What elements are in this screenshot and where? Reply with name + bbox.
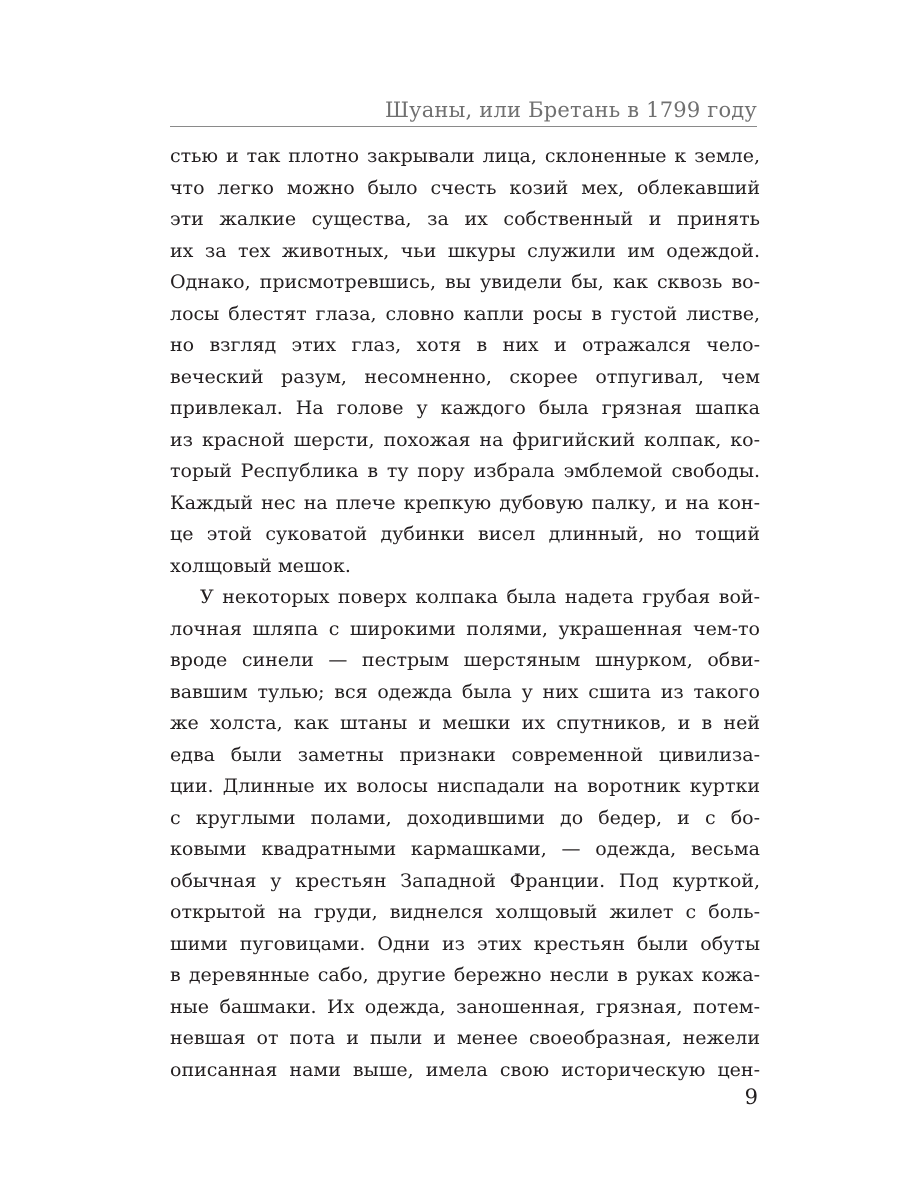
text-line: едва были заметны признаки современной цивилиза- <box>170 743 760 766</box>
text-line: ции. Длинные их волосы ниспадали на воротник куртки <box>170 775 760 797</box>
text-line: их за тех животных, чьи шкуры служили им одеждой. <box>170 239 760 262</box>
text-line: невшая от пота и пыли и менее своеобразная, нежели <box>170 1027 760 1049</box>
text-line: что легко можно было счесть козий мех, облекавший <box>170 176 760 199</box>
text-line: стью и так плотно закрывали лица, склоненные к земле, <box>170 145 760 167</box>
text-line: Каждый нес на плече крепкую дубовую палку, и на кон- <box>170 491 760 514</box>
text-line-paragraph-end: холщовый мешок. <box>170 554 351 577</box>
text-line: из красной шерсти, похожая на фригийский колпак, ко- <box>170 428 760 451</box>
text-line: но взгляд этих глаз, хотя в них и отражался чело- <box>170 334 760 356</box>
text-line: с круглыми полами, доходившими до бедер, и с бо- <box>170 806 760 829</box>
text-line: обычная у крестьян Западной Франции. Под курткой, <box>170 869 760 892</box>
text-line: ные башмаки. Их одежда, заношенная, грязная, потем- <box>170 995 760 1018</box>
text-line: привлекал. На голове у каждого была грязная шапка <box>170 397 760 419</box>
running-head-title: Шуаны, или Бретань в 1799 году <box>384 98 757 122</box>
text-line: же холста, как штаны и мешки их спутников, и в ней <box>170 712 760 734</box>
page-number: 9 <box>744 1085 758 1109</box>
text-line: в деревянные сабо, другие бережно несли в руках кожа- <box>170 964 760 986</box>
header-rule <box>170 126 757 127</box>
text-line: лочная шляпа с широкими полями, украшенная чем-то <box>170 617 760 640</box>
text-line: веческий разум, несомненно, скорее отпугивал, чем <box>170 365 760 388</box>
text-line: вроде синели — пестрым шерстяным шнурком, обви- <box>170 649 760 671</box>
text-line: це этой суковатой дубинки висел длинный, но тощий <box>170 523 760 545</box>
text-line: торый Республика в ту пору избрала эмблемой свободы. <box>170 460 760 482</box>
text-line-paragraph-start: У некоторых поверх колпака была надета грубая вой- <box>200 586 760 608</box>
text-line: шими пуговицами. Одни из этих крестьян были обуты <box>170 932 760 955</box>
text-line: лосы блестят глаза, словно капли росы в густой листве, <box>170 302 760 325</box>
text-line: открытой на груди, виднелся холщовый жилет с боль- <box>170 901 760 923</box>
text-line: эти жалкие существа, за их собственный и принять <box>170 208 760 230</box>
text-line: Однако, присмотревшись, вы увидели бы, как сквозь во- <box>170 271 760 293</box>
text-line: ковыми квадратными кармашками, — одежда, весьма <box>170 838 760 860</box>
body-text <box>170 141 760 1086</box>
text-line: описанная нами выше, имела свою историческую цен- <box>170 1058 760 1081</box>
text-line: вавшим тулью; вся одежда была у них сшита из такого <box>170 680 760 703</box>
